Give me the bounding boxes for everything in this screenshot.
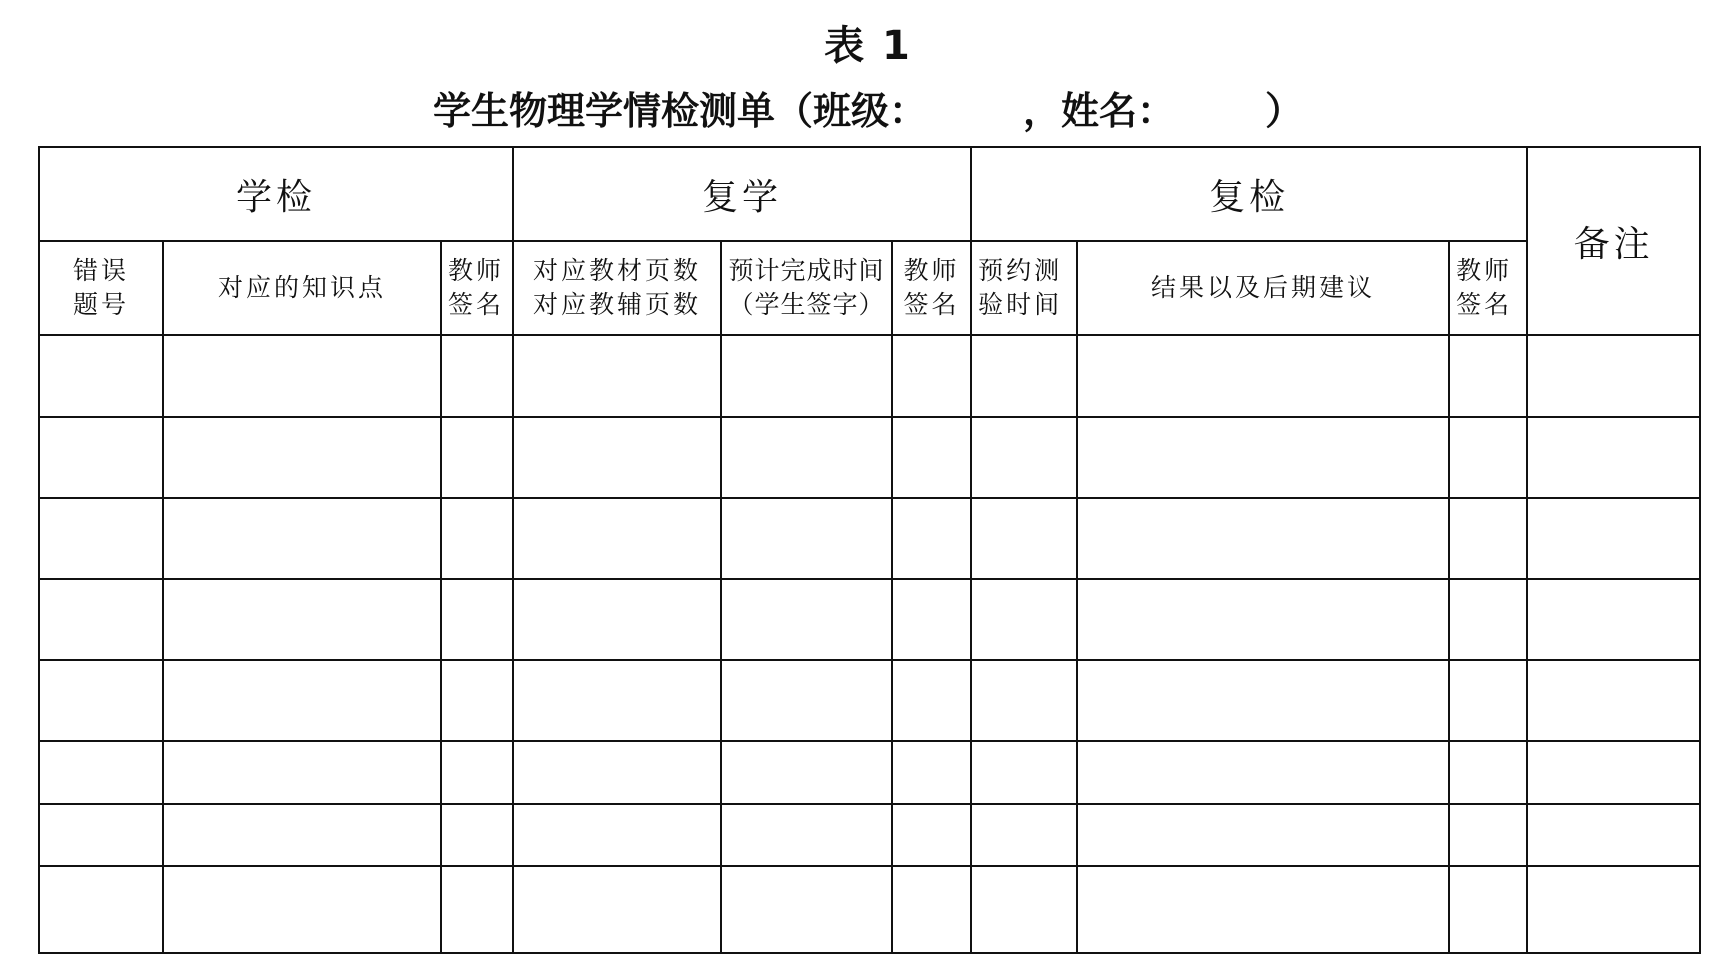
table-cell[interactable] (1449, 741, 1527, 804)
table-cell[interactable] (513, 335, 721, 417)
table-cell[interactable] (1449, 660, 1527, 741)
table-cell[interactable] (1077, 335, 1449, 417)
table-cell[interactable] (1449, 498, 1527, 579)
group-review: 复学 (513, 147, 971, 241)
table-row (39, 335, 1700, 417)
table-cell[interactable] (513, 417, 721, 498)
table-cell[interactable] (1449, 335, 1527, 417)
table-cell[interactable] (39, 804, 163, 866)
table-cell[interactable] (892, 660, 971, 741)
table-cell[interactable] (513, 866, 721, 953)
table-cell[interactable] (1527, 660, 1700, 741)
table-cell[interactable] (39, 741, 163, 804)
table-cell[interactable] (441, 804, 513, 866)
table-row (39, 866, 1700, 953)
table-caption: 表 1 (824, 23, 912, 69)
table-cell[interactable] (1527, 741, 1700, 804)
table-cell[interactable] (39, 498, 163, 579)
table-cell[interactable] (441, 417, 513, 498)
table-cell[interactable] (163, 335, 441, 417)
table-cell[interactable] (39, 335, 163, 417)
table-cell[interactable] (39, 579, 163, 660)
table-row (39, 498, 1700, 579)
table-row (39, 579, 1700, 660)
table-cell[interactable] (1527, 579, 1700, 660)
table-cell[interactable] (1449, 866, 1527, 953)
form-title (0, 80, 1736, 135)
table-cell[interactable] (163, 579, 441, 660)
table-cell[interactable] (513, 498, 721, 579)
table-cell[interactable] (441, 498, 513, 579)
col-teacher-sign-3: 教师 签名 (1449, 241, 1527, 335)
table-cell[interactable] (971, 417, 1077, 498)
group-study-check: 学检 (39, 147, 513, 241)
table-cell[interactable] (721, 866, 892, 953)
table-cell[interactable] (1077, 804, 1449, 866)
group-recheck: 复检 (971, 147, 1527, 241)
table-cell[interactable] (513, 660, 721, 741)
table-cell[interactable] (721, 417, 892, 498)
table-row (39, 417, 1700, 498)
table-cell[interactable] (163, 417, 441, 498)
column-header-row (39, 241, 1700, 335)
table-cell[interactable] (1077, 660, 1449, 741)
table-cell[interactable] (1077, 866, 1449, 953)
group-header-row (39, 147, 1700, 241)
table-cell[interactable] (163, 741, 441, 804)
table-cell[interactable] (971, 866, 1077, 953)
table-cell[interactable] (971, 741, 1077, 804)
table-cell[interactable] (39, 660, 163, 741)
table-cell[interactable] (513, 741, 721, 804)
table-cell[interactable] (1527, 498, 1700, 579)
table-cell[interactable] (1527, 417, 1700, 498)
table-cell[interactable] (892, 804, 971, 866)
col-pages: 对应教材页数 对应教辅页数 (513, 241, 721, 335)
table-cell[interactable] (892, 335, 971, 417)
table-cell[interactable] (721, 335, 892, 417)
table-cell[interactable] (1527, 866, 1700, 953)
col-error-number: 错误 题号 (39, 241, 163, 335)
table-cell[interactable] (1077, 579, 1449, 660)
table-cell[interactable] (721, 579, 892, 660)
table-cell[interactable] (1449, 417, 1527, 498)
table-cell[interactable] (513, 804, 721, 866)
table-cell[interactable] (163, 866, 441, 953)
table-cell[interactable] (441, 335, 513, 417)
table-cell[interactable] (892, 579, 971, 660)
col-finish-time: 预计完成时间 （学生签字） (721, 241, 892, 335)
table-cell[interactable] (1077, 498, 1449, 579)
table-cell[interactable] (721, 741, 892, 804)
table-cell[interactable] (39, 866, 163, 953)
table-cell[interactable] (892, 498, 971, 579)
table-cell[interactable] (892, 741, 971, 804)
table-row (39, 804, 1700, 866)
table-cell[interactable] (513, 579, 721, 660)
table-cell[interactable] (721, 498, 892, 579)
table-cell[interactable] (971, 579, 1077, 660)
table-cell[interactable] (1077, 417, 1449, 498)
check-table (38, 146, 1701, 954)
table-cell[interactable] (163, 660, 441, 741)
table-cell[interactable] (721, 804, 892, 866)
title-middle: ，姓名： (1022, 89, 1175, 133)
table-cell[interactable] (39, 417, 163, 498)
table-cell[interactable] (441, 741, 513, 804)
table-cell[interactable] (971, 335, 1077, 417)
table-cell[interactable] (971, 660, 1077, 741)
table-cell[interactable] (1527, 335, 1700, 417)
table-row (39, 660, 1700, 741)
title-suffix: ） (1265, 89, 1304, 133)
table-cell[interactable] (441, 866, 513, 953)
col-knowledge-point: 对应的知识点 (163, 241, 441, 335)
col-test-time: 预约测 验时间 (971, 241, 1077, 335)
table-cell[interactable] (163, 804, 441, 866)
title-prefix: 学生物理学情检测单（班级： (432, 89, 927, 133)
table-cell[interactable] (892, 866, 971, 953)
group-remarks: 备注 (1527, 147, 1700, 335)
table-cell[interactable] (971, 498, 1077, 579)
table-cell[interactable] (971, 804, 1077, 866)
table-cell[interactable] (1449, 804, 1527, 866)
table-cell[interactable] (1449, 579, 1527, 660)
col-result: 结果以及后期建议 (1077, 241, 1449, 335)
table-cell[interactable] (721, 660, 892, 741)
table-cell[interactable] (163, 498, 441, 579)
table-cell[interactable] (1527, 804, 1700, 866)
col-teacher-sign-1: 教师 签名 (441, 241, 513, 335)
table-cell[interactable] (441, 579, 513, 660)
table-cell[interactable] (892, 417, 971, 498)
col-teacher-sign-2: 教师 签名 (892, 241, 971, 335)
table-cell[interactable] (441, 660, 513, 741)
table-cell[interactable] (1077, 741, 1449, 804)
table-row (39, 741, 1700, 804)
